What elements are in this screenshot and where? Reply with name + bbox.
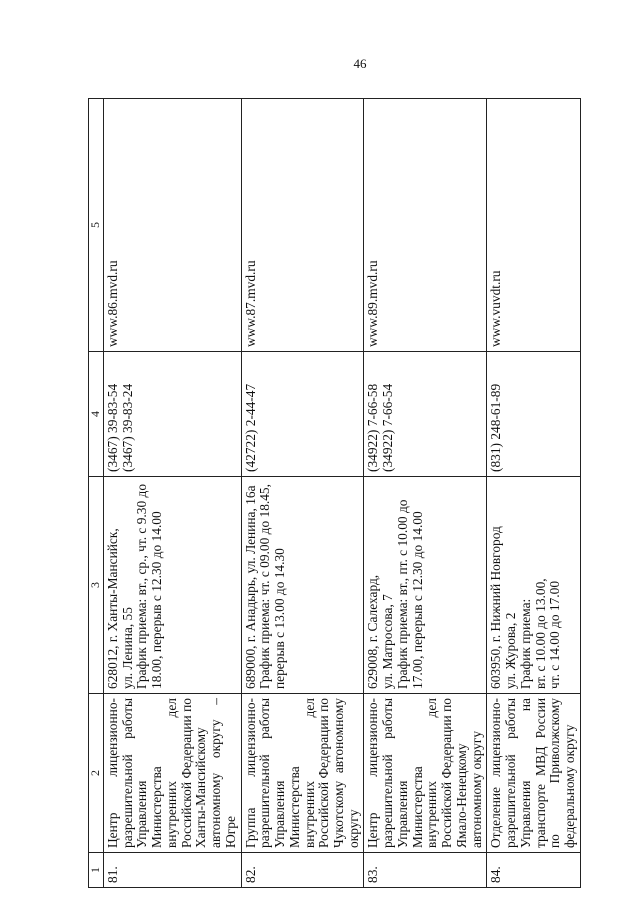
- table-row: [241, 99, 364, 888]
- website: www.89.mvd.ru: [364, 99, 487, 352]
- column-header-1: 1: [89, 853, 104, 888]
- contacts-table: [88, 98, 581, 888]
- column-header-2: 2: [89, 694, 104, 853]
- row-number: 81.: [104, 853, 242, 888]
- organization-name: Отделение лицензионно-разрешительной работы Управления на транспорте МВД России по Приволжскому федеральному округу: [487, 694, 580, 853]
- address-schedule: 689000, г. Анадырь, ул. Ленина, 16а График приема: чт. с 09.00 до 18.45, перерыв с 13.00 до 14.30: [241, 477, 364, 694]
- website: www.vuvdt.ru: [487, 99, 580, 352]
- website: www.87.mvd.ru: [241, 99, 364, 352]
- address-schedule: 603950, г. Нижний Новгород ул. Журова, 2 График приема: вт. с 10.00 до 13.00, чт. с 14.00 до 17.00: [487, 477, 580, 694]
- column-header-5: 5: [89, 99, 104, 352]
- table-row: [104, 99, 242, 888]
- organization-name: Центр лицензионно-разрешительной работы Управления Министерства внутренних дел Российской Федерации по Ханты-Мансийскому автономному округу – Югре: [104, 694, 242, 853]
- address-schedule: 628012, г. Ханты-Мансийск, ул. Ленина, 55 График приема: вт., ср., чт. с 9.30 до 18.00, перерыв с 12.30 до 14.00: [104, 477, 242, 694]
- rotated-table-wrapper: [88, 98, 578, 888]
- organization-name: Группа лицензионно-разрешительной работы Управления Министерства внутренних дел Российской Федерации по Чукотскому автономному округу: [241, 694, 364, 853]
- website: www.86.mvd.ru: [104, 99, 242, 352]
- table-row: [364, 99, 487, 888]
- phone-numbers: (3467) 39-83-54 (3467) 39-83-24: [104, 352, 242, 477]
- address-schedule: 629008, г. Салехард, ул. Матросова, 7 График приема: вт., пт. с 10.00 до 17.00, перерыв с 12.30 до 14.00: [364, 477, 487, 694]
- phone-numbers: (42722) 2-44-47: [241, 352, 364, 477]
- column-header-4: 4: [89, 352, 104, 477]
- table-header-row: [89, 99, 104, 888]
- organization-name: Центр лицензионно-разрешительной работы Управления Министерства внутренних дел Российской Федерации по Ямало-Ненецкому автономному округу: [364, 694, 487, 853]
- row-number: 83.: [364, 853, 487, 888]
- column-header-3: 3: [89, 477, 104, 694]
- row-number: 82.: [241, 853, 364, 888]
- row-number: 84.: [487, 853, 580, 888]
- phone-numbers: (34922) 7-66-58 (34922) 7-66-54: [364, 352, 487, 477]
- table-row: [487, 99, 580, 888]
- page-number: 46: [353, 56, 367, 71]
- phone-numbers: (831) 248-61-89: [487, 352, 580, 477]
